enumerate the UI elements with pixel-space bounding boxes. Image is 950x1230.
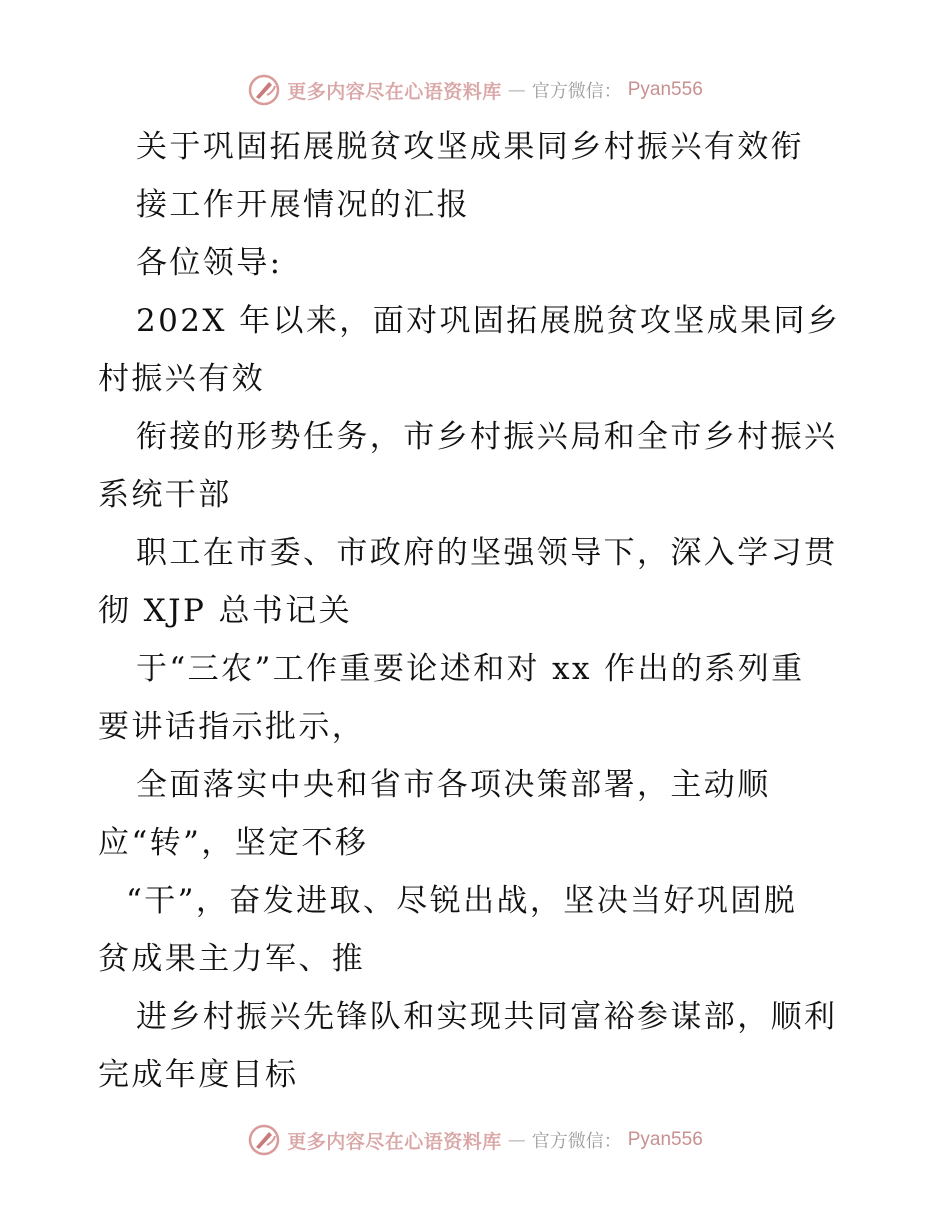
paragraph-line: 贫成果主力军、推 [98,941,366,977]
title-line-2: 接工作开展情况的汇报 [136,187,470,223]
watermark-footer [0,1120,950,1160]
paragraph-line: 完成年度目标 [98,1057,299,1093]
watermark-sub-text: 官方微信： [531,1131,622,1152]
paragraph-line: 全面落实中央和省市各项决策部署，主动顺 [136,767,771,803]
paragraph-line: 进乡村振兴先锋队和实现共同富裕参谋部，顺利 [136,999,838,1035]
watermark-main-text: 更多内容尽在心语资料库 [287,80,502,103]
paragraph-line: 应“转”，坚定不移 [98,825,369,861]
paragraph-line: 衔接的形势任务，市乡村振兴局和全市乡村振兴 [136,419,838,455]
quill-logo-icon [247,1123,281,1157]
paragraph-line: 202X 年以来，面对巩固拓展脱贫攻坚成果同乡 [136,303,841,339]
watermark-separator: — [507,1129,526,1151]
paragraph-line: 职工在市委、市政府的坚强领导下，深入学习贯 [136,535,838,571]
watermark-wechat-id: Pyan556 [627,79,703,100]
watermark-header [0,70,950,110]
document-body [98,118,858,1104]
quill-logo-icon [247,73,281,107]
watermark-wechat-id: Pyan556 [627,1129,703,1150]
watermark-separator: — [507,79,526,101]
paragraph-line: 系统干部 [98,477,232,513]
paragraph-line: 彻 XJP 总书记关 [98,593,353,629]
paragraph-line: 要讲话指示批示， [98,709,366,745]
paragraph-line: 于“三农”工作重要论述和对 xx 作出的系列重 [136,651,805,687]
title-line-1: 关于巩固拓展脱贫攻坚成果同乡村振兴有效衔 [136,129,804,165]
watermark-sub-text: 官方微信： [531,81,622,102]
paragraph-line: 村振兴有效 [98,361,265,397]
paragraph-line: “干”，奋发进取、尽锐出战，坚决当好巩固脱 [126,883,798,919]
salutation: 各位领导: [136,245,283,281]
watermark-main-text: 更多内容尽在心语资料库 [287,1130,502,1153]
